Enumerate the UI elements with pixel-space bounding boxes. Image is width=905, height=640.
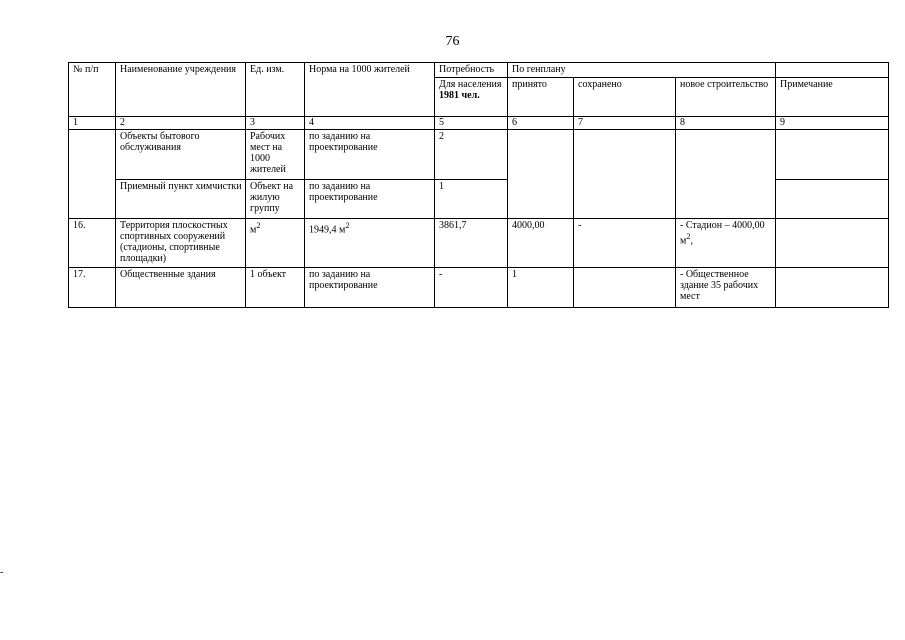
row-new-build (676, 219, 776, 268)
row-need: 2 (435, 130, 508, 180)
col-number: 7 (574, 117, 676, 130)
col-number: 1 (69, 117, 116, 130)
row-new-build-sup: 2 (686, 232, 691, 241)
header-need-sub-1: Для населения (439, 79, 502, 90)
header-genplan: По генплану (508, 63, 776, 78)
row-norm: по заданию на проектирование (305, 180, 435, 219)
row-norm-text: 1949,4 м (309, 224, 346, 236)
row-unit-text: м (250, 224, 257, 236)
row-unit-sup: 2 (256, 221, 261, 230)
row-need: - (435, 268, 508, 308)
row-name: Приемный пункт химчистки (116, 180, 246, 219)
row-unit: Рабочих мест на 1000 жителей (246, 130, 305, 180)
row-kept-empty (574, 130, 676, 219)
row-unit (246, 219, 305, 268)
row-kept-empty (574, 268, 676, 308)
row-name: Объекты бытового обслуживания (116, 130, 246, 180)
col-number: 2 (116, 117, 246, 130)
header-norm: Норма на 1000 жителей (305, 63, 435, 117)
header-note-top (776, 63, 889, 78)
row-note-empty (776, 268, 889, 308)
row-norm-sup: 2 (345, 221, 350, 230)
row-new-build: - Общественное здание 35 рабочих мест (676, 268, 776, 308)
row-unit: Объект на жилую группу (246, 180, 305, 219)
norms-table (68, 62, 889, 308)
row-accepted: 4000,00 (508, 219, 574, 268)
row-kept: - (574, 219, 676, 268)
col-number: 8 (676, 117, 776, 130)
header-kept: сохранено (574, 78, 676, 117)
column-numbers-row (69, 117, 889, 130)
header-no: № п/п (69, 63, 116, 117)
header-unit: Ед. изм. (246, 63, 305, 117)
row-name: Общественные здания (116, 268, 246, 308)
row-norm: по заданию на проектирование (305, 130, 435, 180)
col-number: 6 (508, 117, 574, 130)
header-accepted: принято (508, 78, 574, 117)
col-number: 9 (776, 117, 889, 130)
header-name: Наименование учреждения (116, 63, 246, 117)
row-accepted: 1 (508, 268, 574, 308)
table-row-household (69, 130, 889, 180)
row-note-empty (776, 130, 889, 180)
col-number: 5 (435, 117, 508, 130)
page-number: 76 (445, 34, 460, 49)
header-note: Примечание (776, 78, 889, 117)
row-no: 16. (69, 219, 116, 268)
row-need: 1 (435, 180, 508, 219)
table-row-17 (69, 268, 889, 308)
header-row-top (69, 63, 889, 78)
row-unit: 1 объект (246, 268, 305, 308)
row-need: 3861,7 (435, 219, 508, 268)
table-row-16 (69, 219, 889, 268)
row-new-build-empty (676, 130, 776, 219)
header-need-sub-2: 1981 чел. (439, 90, 480, 101)
margin-mark: - (0, 567, 4, 578)
header-need-sub (435, 78, 508, 117)
col-number: 4 (305, 117, 435, 130)
row-norm: по заданию на проектирование (305, 268, 435, 308)
col-number: 3 (246, 117, 305, 130)
header-need: Потребность (435, 63, 508, 78)
row-accepted-empty (508, 130, 574, 219)
row-no-empty (69, 130, 116, 219)
row-no: 17. (69, 268, 116, 308)
row-name: Территория плоскостных спортивных сооружений (стадионы, спортивные площадки) (116, 219, 246, 268)
row-norm (305, 219, 435, 268)
row-note-empty (776, 219, 889, 268)
row-new-build-text: - Стадион – 4000,00 м (680, 220, 765, 247)
row-new-build-tail: , (690, 235, 693, 247)
header-new-build: новое строительство (676, 78, 776, 117)
row-note-empty (776, 180, 889, 219)
